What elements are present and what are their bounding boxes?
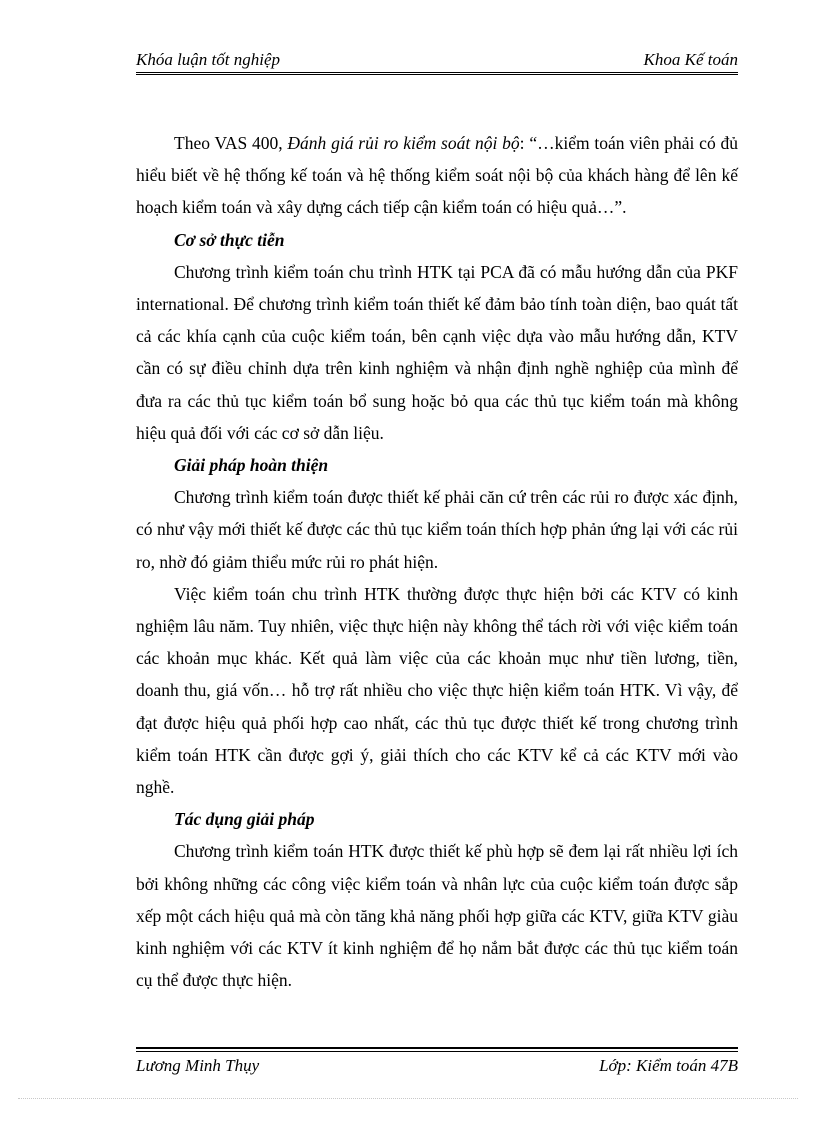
page-header: [136, 48, 738, 72]
paragraph-solution-experience: Việc kiểm toán chu trình HTK thường được thực hiện bởi các KTV có kinh nghiệm lâu năm. Tuy nhiên, việc thực hiện này không thể tách rời với việc kiểm toán các khoản mục khác. Kết quả làm việc của các khoản mục như tiền lương, tiền, doanh thu, giá vốn… hỗ trợ rất nhiều cho việc thực hiện kiểm toán HTK. Vì vậy, để đạt được hiệu quả phối hợp cao nhất, các thủ tục được thiết kế trong chương trình kiểm toán HTK cần được gợi ý, giải thích cho các KTV kể cả các KTV mới vào nghề.: [136, 583, 738, 798]
header-faculty-label: Khoa Kế toán: [643, 50, 738, 69]
paragraph-solution-risk: Chương trình kiểm toán được thiết kế phải căn cứ trên các rủi ro được xác định, có như vậy mới thiết kế được các thủ tục kiểm toán thích hợp phản ứng lại với các rủi ro, nhờ đó giảm thiểu mức rủi ro phát hiện.: [136, 487, 738, 572]
paragraph-practical-basis: Chương trình kiểm toán chu trình HTK tại PCA đã có mẫu hướng dẫn của PKF international. Để chương trình kiểm toán thiết kế đảm bảo tính toàn diện, bao quát tất cả các khía cạnh của cuộc kiểm toán, bên cạnh việc dựa vào mẫu hướng dẫn, KTV cần có sự điều chỉnh dựa trên kinh nghiệm và nhận định nghề nghiệp của mình để đưa ra các thủ tục kiểm toán bổ sung hoặc bỏ qua các thủ tục kiểm toán mà không hiệu quả đối với các cơ sở dẫn liệu.: [136, 261, 738, 443]
page-bottom-edge: [18, 1098, 798, 1099]
header-divider: [136, 72, 738, 75]
heading-solution-effect: Tác dụng giải pháp: [174, 809, 315, 830]
header-thesis-label: Khóa luận tốt nghiệp: [136, 50, 281, 69]
page-footer: [136, 1054, 738, 1078]
heading-improvement-solution: Giải pháp hoàn thiện: [174, 455, 329, 476]
footer-class: Lớp: Kiểm toán 47B: [599, 1056, 738, 1075]
paragraph-vas400-title: Đánh giá rủi ro kiểm soát nội bộ: [287, 133, 520, 153]
footer-author: Lương Minh Thụy: [136, 1056, 260, 1075]
paragraph-solution-effect: Chương trình kiểm toán HTK được thiết kế phù hợp sẽ đem lại rất nhiều lợi ích bởi không những các công việc kiểm toán và nhân lực của cuộc kiểm toán được sắp xếp một cách hiệu quả mà còn tăng khả năng phối hợp giữa các KTV, giữa KTV giàu kinh nghiệm với các KTV ít kinh nghiệm để họ nắm bắt được các thủ tục kiểm toán cụ thể được thực hiện.: [136, 841, 738, 991]
paragraph-vas400-prefix: Theo VAS 400,: [174, 133, 288, 153]
page-body: [136, 127, 738, 996]
paragraph-vas400: [136, 127, 738, 224]
heading-practical-basis: Cơ sở thực tiễn: [174, 229, 285, 250]
footer-divider: [136, 1047, 738, 1052]
paragraph-vas400-quote: : “…kiểm toán viên phải có đủ hiểu biết về hệ thống kế toán và hệ thống kiểm soát nội bộ của khách hàng để lên kế hoạch kiểm toán và xây dựng cách tiếp cận kiểm toán có hiệu quả…”.: [136, 133, 738, 218]
